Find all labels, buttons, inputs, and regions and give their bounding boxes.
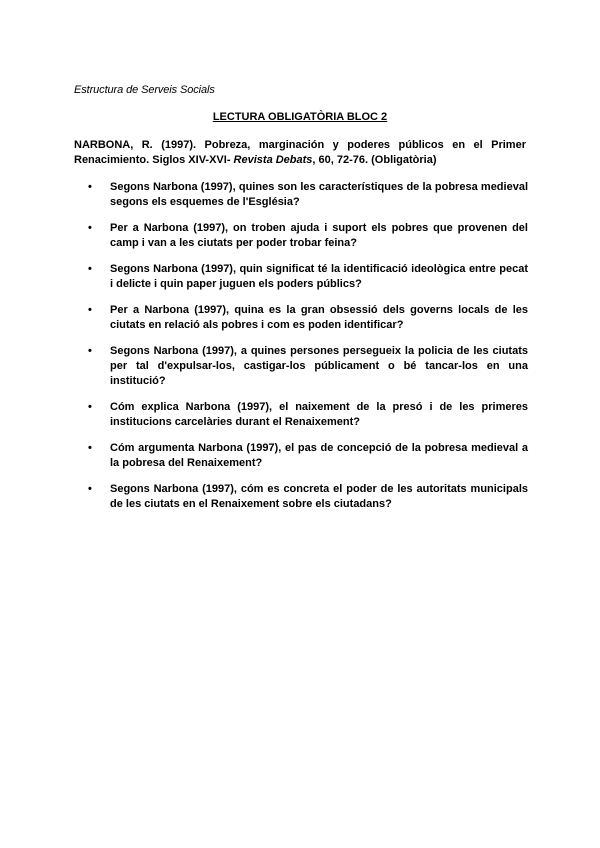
citation-lead: NARBONA, R. (1997). Pobreza, marginación y poderes públicos en el Primer Renacimiento. Siglos XIV-XVI- (74, 139, 526, 166)
bullet-icon: • (88, 304, 92, 316)
question-item (88, 441, 528, 471)
course-header: Estructura de Serveis Socials (74, 84, 215, 96)
reading-citation (74, 138, 526, 168)
question-item (88, 400, 528, 430)
question-text: Segons Narbona (1997), cóm es concreta el poder de les autoritats municipals de les ciutats en el Renaixement sobre els ciutadans? (110, 483, 528, 510)
question-text: Per a Narbona (1997), on troben ajuda i suport els pobres que provenen del camp i van a les ciutats per poder trobar feina? (110, 222, 528, 249)
citation-journal: Revista Debats (233, 154, 313, 166)
bullet-icon: • (88, 483, 92, 495)
question-text: Cóm argumenta Narbona (1997), el pas de concepció de la pobresa medieval a la pobresa del Renaixement? (110, 442, 528, 469)
bullet-icon: • (88, 181, 92, 193)
question-item (88, 262, 528, 292)
bullet-icon: • (88, 345, 92, 357)
question-item (88, 482, 528, 512)
citation-tail: , 60, 72-76. (Obligatòria) (312, 154, 437, 166)
question-item (88, 180, 528, 210)
question-list (88, 180, 528, 523)
question-text: Cóm explica Narbona (1997), el naixement de la presó i de les primeres institucions carcelàries durant el Renaixement? (110, 401, 528, 428)
bullet-icon: • (88, 401, 92, 413)
question-item (88, 344, 528, 389)
bullet-icon: • (88, 222, 92, 234)
question-text: Segons Narbona (1997), quines son les característiques de la pobresa medieval segons els esquemes de l'Església? (110, 181, 528, 208)
document-title: LECTURA OBLIGATÒRIA BLOC 2 (212, 111, 388, 123)
bullet-icon: • (88, 442, 92, 454)
question-text: Per a Narbona (1997), quina es la gran obsessió dels governs locals de les ciutats en relació als pobres i com es poden identificar? (110, 304, 528, 331)
bullet-icon: • (88, 263, 92, 275)
question-text: Segons Narbona (1997), a quines persones persegueix la policia de les ciutats per tal d'expulsar-los, castigar-los públicament o bé tancar-los en una institució? (110, 345, 528, 387)
question-item (88, 221, 528, 251)
question-text: Segons Narbona (1997), quin significat té la identificació ideològica entre pecat i delicte i quin paper juguen els poders públics? (110, 263, 528, 290)
question-item (88, 303, 528, 333)
